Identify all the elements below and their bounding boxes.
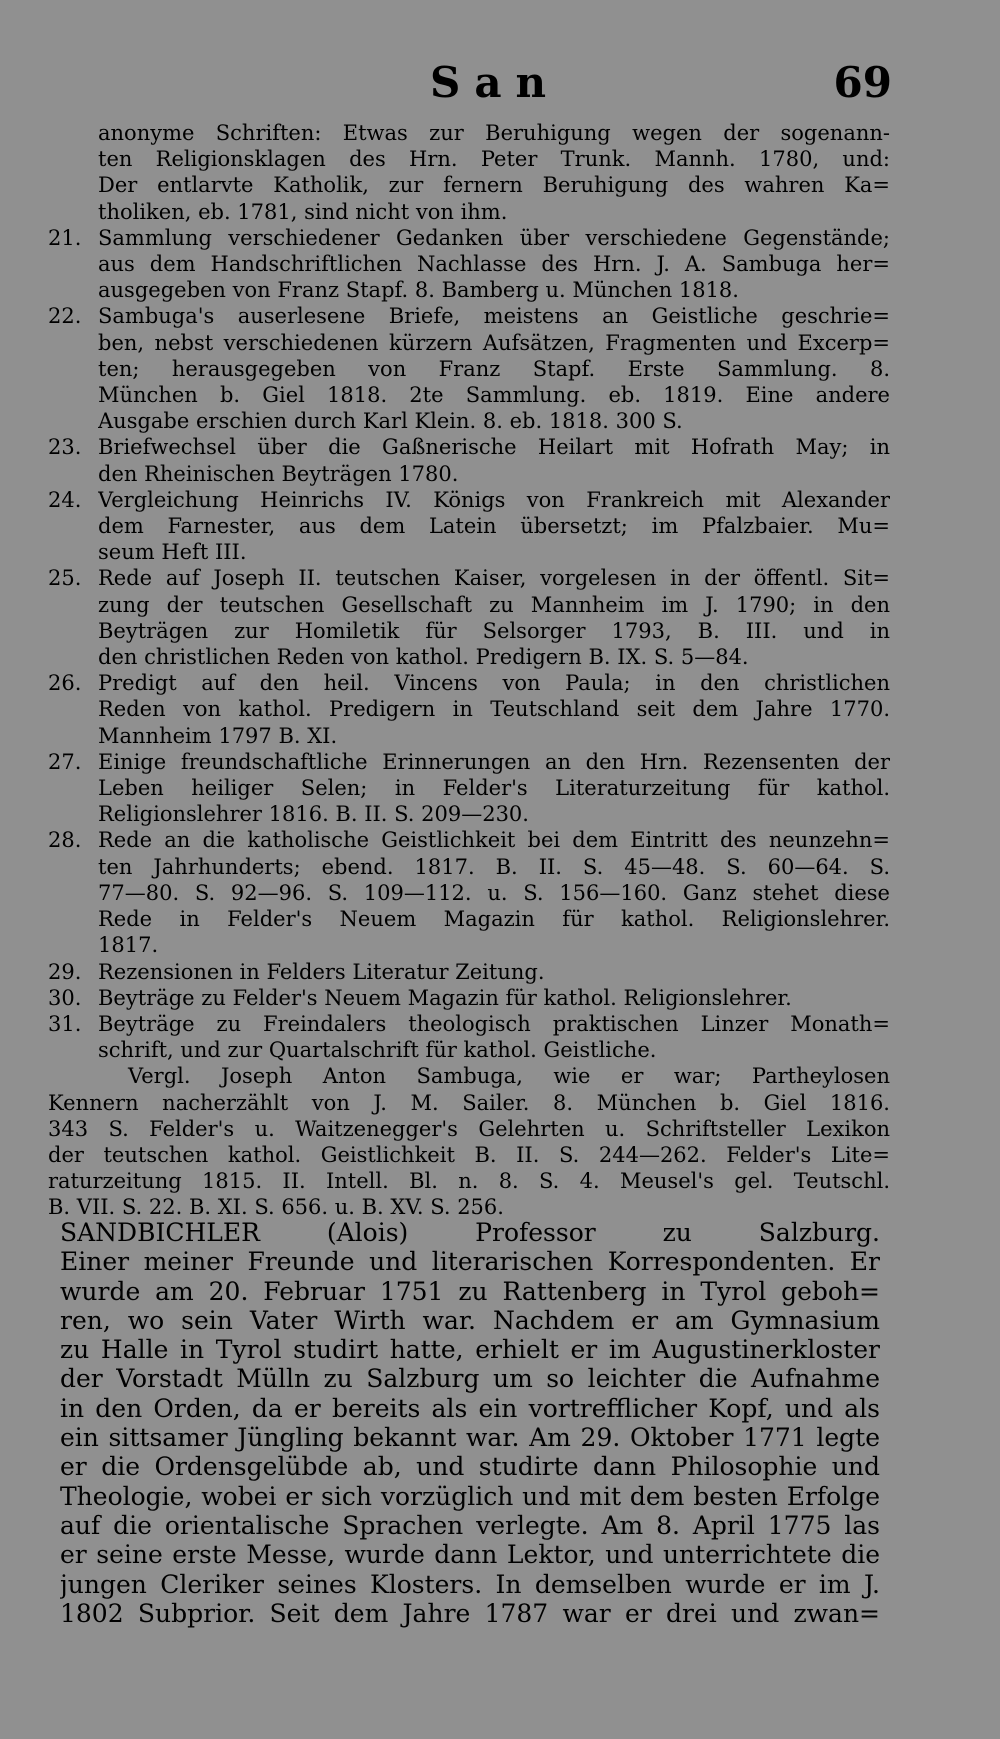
text-line: seum Heft III. <box>98 540 247 565</box>
list-item <box>48 1011 890 1063</box>
text-line: Beyträgen zur Homiletik für Selsorger 1793, B. III. und in <box>98 618 890 643</box>
text-line: Predigt auf den heil. Vincens von Paula; in den christlichen <box>98 671 890 696</box>
entry-number: 23. <box>48 435 82 460</box>
entry-number: 22. <box>48 304 82 329</box>
running-head: San <box>430 58 561 107</box>
list-item <box>48 434 890 486</box>
text-line: ten Jahrhunderts; ebend. 1817. B. II. S. 45—48. S. 60—64. S. <box>98 854 890 879</box>
text-line: er seine erste Messe, wurde dann Lektor, und unterrichtete die <box>60 1540 880 1570</box>
entry-number: 27. <box>48 749 82 774</box>
text-line: Sammlung verschiedener Gedanken über verschiedene Gegenstände; <box>98 225 890 250</box>
text-line: ten; herausgegeben von Franz Stapf. Erste Sammlung. 8. <box>98 356 890 381</box>
text-line: wurde am 20. Februar 1751 zu Rattenberg in Tyrol geboh= <box>60 1276 880 1306</box>
text-line: dem Farnester, aus dem Latein übersetzt; im Pfalzbaier. Mu= <box>98 514 890 539</box>
page-number: 69 <box>833 58 892 107</box>
text-line: Theologie, wobei er sich vorzüglich und mit dem besten Erfolge <box>60 1481 880 1511</box>
list-item <box>48 959 890 985</box>
text-line: tholiken, eb. 1781, sind nicht von ihm. <box>98 199 508 224</box>
text-line: zung der teutschen Gesellschaft zu Mannheim im J. 1790; in den <box>98 592 890 617</box>
list-item <box>48 225 890 304</box>
text-line: Leben heiliger Selen; in Felder's Literaturzeitung für kathol. <box>98 776 890 801</box>
text-line: raturzeitung 1815. II. Intell. Bl. n. 8. S. 4. Meusel's gel. Teutschl. <box>48 1169 890 1194</box>
text-line: Beyträge zu Freindalers theologisch praktischen Linzer Monath= <box>98 1011 890 1036</box>
reference-note <box>48 1063 890 1220</box>
text-line: ein sittsamer Jüngling bekannt war. Am 29. Oktober 1771 legte <box>60 1423 880 1453</box>
entry-number: 31. <box>48 1011 82 1036</box>
text-line: ten Religionsklagen des Hrn. Peter Trunk. Mannh. 1780, und: <box>98 147 890 172</box>
list-item <box>48 749 890 828</box>
text-line: Einer meiner Freunde und literarischen Korrespondenten. Er <box>60 1247 880 1277</box>
entry-number: 25. <box>48 566 82 591</box>
text-line: 343 S. Felder's u. Waitzenegger's Gelehrten u. Schriftsteller Lexikon <box>48 1116 890 1141</box>
list-item <box>48 565 890 670</box>
pre-entry-text <box>48 120 890 225</box>
biography-heading-line: SANDBICHLER (Alois) Professor zu Salzburg. <box>60 1218 880 1247</box>
text-line: aus dem Handschriftlichen Nachlasse des Hrn. J. A. Sambuga her= <box>98 252 890 277</box>
entry-number: 21. <box>48 225 82 250</box>
page-header <box>0 58 1000 118</box>
text-line: Rede auf Joseph II. teutschen Kaiser, vorgelesen in der öffentl. Sit= <box>98 566 890 591</box>
list-item <box>48 303 890 434</box>
text-line: Beyträge zu Felder's Neuem Magazin für kathol. Religionslehrer. <box>98 985 792 1010</box>
text-line: Ausgabe erschien durch Karl Klein. 8. eb. 1818. 300 S. <box>98 409 683 434</box>
list-item <box>48 670 890 749</box>
text-line: Vergleichung Heinrichs IV. Königs von Frankreich mit Alexander <box>98 487 890 512</box>
text-line: er die Ordensgelübde ab, und studirte dann Philosophie und <box>60 1452 880 1482</box>
text-line: Einige freundschaftliche Erinnerungen an den Hrn. Rezensenten der <box>98 749 890 774</box>
works-listing <box>48 120 890 1221</box>
text-line: in den Orden, da er bereits als ein vortrefflicher Kopf, und als <box>60 1393 880 1423</box>
entry-number: 28. <box>48 828 82 853</box>
text-line: 1802 Subprior. Seit dem Jahre 1787 war er drei und zwan= <box>60 1598 880 1628</box>
text-line: Rede an die katholische Geistlichkeit bei dem Eintritt des neunzehn= <box>98 828 890 853</box>
text-line: ausgegeben von Franz Stapf. 8. Bamberg u. München 1818. <box>98 278 739 303</box>
text-line: München b. Giel 1818. 2te Sammlung. eb. 1819. Eine andere <box>98 383 890 408</box>
text-line: ren, wo sein Vater Wirth war. Nachdem er am Gymnasium <box>60 1305 880 1335</box>
text-line: 1817. <box>98 933 159 958</box>
entry-number: 24. <box>48 487 82 512</box>
text-line: Kennern nacherzählt von J. M. Sailer. 8. München b. Giel 1816. <box>48 1090 890 1115</box>
text-line: der Vorstadt Mülln zu Salzburg um so leichter die Aufnahme <box>60 1364 880 1394</box>
biography-entry <box>60 1218 880 1628</box>
list-item <box>48 985 890 1011</box>
text-line: ben, nebst verschiedenen kürzern Aufsätzen, Fragmenten und Excerp= <box>98 330 890 355</box>
text-line: Reden von kathol. Predigern in Teutschland seit dem Jahre 1770. <box>98 697 890 722</box>
text-line: Briefwechsel über die Gaßnerische Heilart mit Hofrath May; in <box>98 435 890 460</box>
text-line: Vergl. Joseph Anton Sambuga, wie er war; Partheylosen <box>128 1064 890 1089</box>
entry-number: 29. <box>48 959 82 984</box>
text-line: Rede in Felder's Neuem Magazin für kathol. Religionslehrer. <box>98 907 890 932</box>
text-line: 77—80. S. 92—96. S. 109—112. u. S. 156—160. Ganz stehet diese <box>98 880 890 905</box>
text-line: Sambuga's auserlesene Briefe, meistens an Geistliche geschrie= <box>98 304 890 329</box>
text-line: Der entlarvte Katholik, zur fernern Beruhigung des wahren Ka= <box>98 173 890 198</box>
text-line: den Rheinischen Beyträgen 1780. <box>98 461 459 486</box>
text-line: jungen Cleriker seines Klosters. In demselben wurde er im J. <box>60 1569 880 1599</box>
text-line: Mannheim 1797 B. XI. <box>98 723 338 748</box>
list-item <box>48 487 890 566</box>
text-line: B. VII. S. 22. B. XI. S. 656. u. B. XV. S. 256. <box>48 1195 504 1220</box>
text-line: anonyme Schriften: Etwas zur Beruhigung wegen der sogenann- <box>98 121 890 145</box>
text-line: schrift, und zur Quartalschrift für kathol. Geistliche. <box>98 1038 657 1063</box>
entry-number: 26. <box>48 671 82 696</box>
entry-number: 30. <box>48 985 82 1010</box>
list-item <box>48 827 890 958</box>
text-line: zu Halle in Tyrol studirt hatte, erhielt er im Augustinerkloster <box>60 1335 880 1365</box>
text-line: Rezensionen in Felders Literatur Zeitung. <box>98 959 545 984</box>
text-line: den christlichen Reden von kathol. Predigern B. IX. S. 5—84. <box>98 645 749 670</box>
text-line: auf die orientalische Sprachen verlegte. Am 8. April 1775 las <box>60 1510 880 1540</box>
text-line: Religionslehrer 1816. B. II. S. 209—230. <box>98 802 529 827</box>
text-line: der teutschen kathol. Geistlichkeit B. II. S. 244—262. Felder's Lite= <box>48 1142 890 1167</box>
